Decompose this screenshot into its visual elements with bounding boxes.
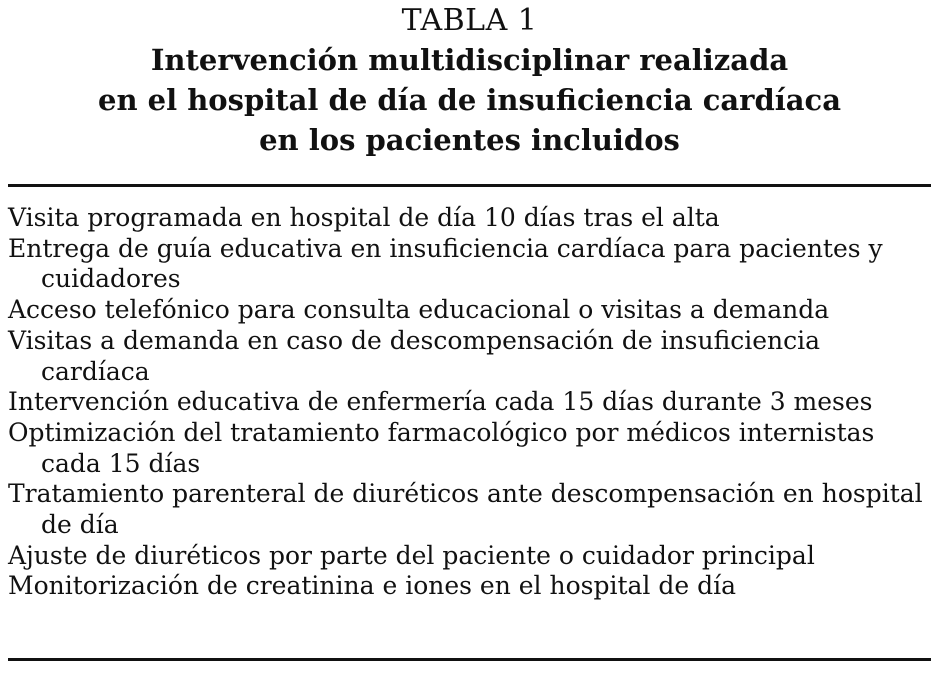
list-item: Monitorización de creatinina e iones en el hospital de día <box>8 571 737 601</box>
list-item: Tratamiento parenteral de diuréticos ante descompensación en hospital de día <box>8 479 923 540</box>
list-item: Ajuste de diuréticos por parte del paciente o cuidador principal <box>8 540 815 570</box>
list-item: Entrega de guía educativa en insuficiencia cardíaca para pacientes y cuidadores <box>8 233 883 294</box>
list-item: Visitas a demanda en caso de descompensación de insuficiencia cardíaca <box>8 325 821 386</box>
table-title-line-1: Intervención multidisciplinar realizada <box>150 43 789 77</box>
list-item: Acceso telefónico para consulta educacional o visitas a demanda <box>8 295 830 325</box>
intervention-list <box>8 203 931 602</box>
table-title <box>8 40 931 160</box>
list-item: Optimización del tratamiento farmacológico por médicos internistas cada 15 días <box>8 417 875 478</box>
list-item: Visita programada en hospital de día 10 días tras el alta <box>8 203 720 232</box>
list-item: Intervención educativa de enfermería cada 15 días durante 3 meses <box>8 387 873 417</box>
bottom-rule <box>8 658 931 661</box>
table-title-line-3: en los pacientes incluidos <box>259 123 680 157</box>
top-rule <box>8 184 931 187</box>
table-label: TABLA 1 <box>401 3 538 38</box>
table-container <box>8 0 931 602</box>
table-title-line-2: en el hospital de día de insuficiencia cardíaca <box>98 83 841 117</box>
